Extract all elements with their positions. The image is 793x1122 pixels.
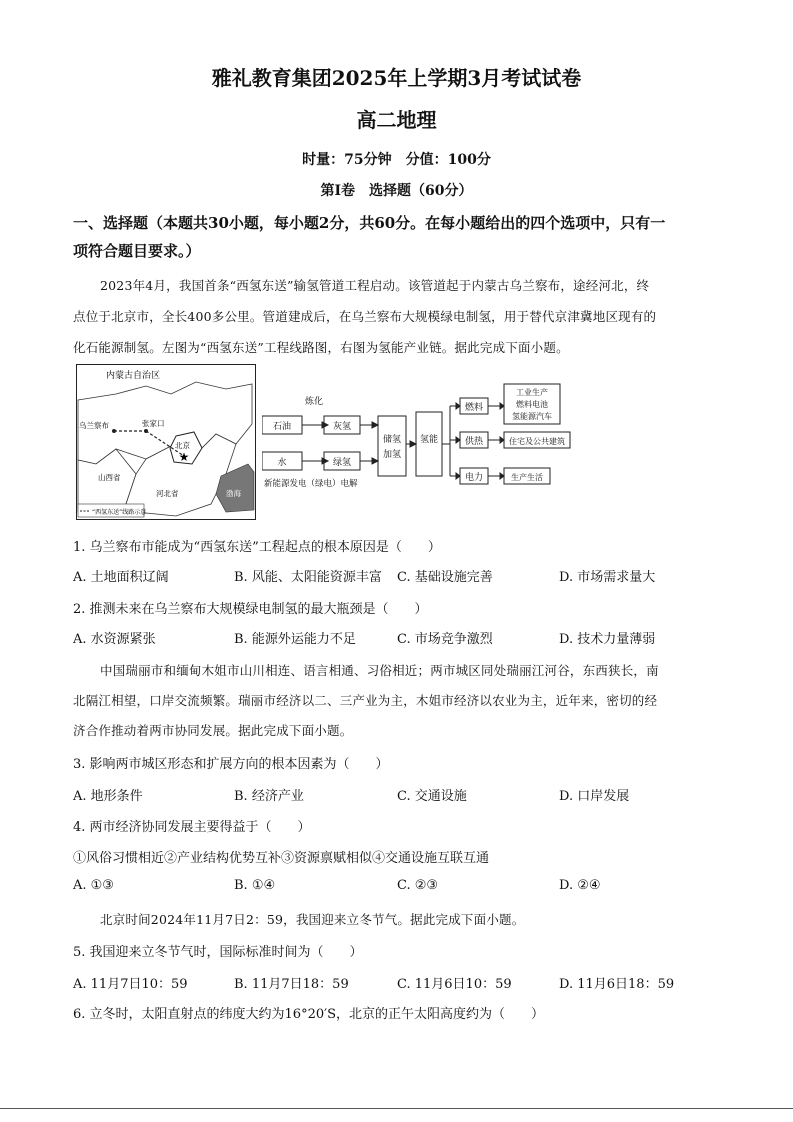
q1-option-c: C. 基础设施完善 <box>397 570 493 585</box>
q3-option-b: B. 经济产业 <box>234 789 304 804</box>
q1-stem: 1. 乌兰察布市能成为“西氢东送”工程起点的根本原因是（ ） <box>73 540 441 555</box>
map-shanxi-label: 山西省 <box>98 473 121 482</box>
q5-option-a: A. 11月7日10：59 <box>73 977 188 992</box>
q4-option-b: B. ①④ <box>234 878 276 893</box>
q4-option-d: D. ②④ <box>559 878 601 893</box>
q1-option-b: B. 风能、太阳能资源丰富 <box>234 570 382 585</box>
q3-option-a: A. 地形条件 <box>73 789 143 804</box>
pipeline-map <box>76 364 256 520</box>
passage2-line2: 北隔江相望，口岸交流频繁。瑞丽市经济以二、三产业为主，木姐市经济以农业为主，近年来，密切的经 <box>73 693 658 708</box>
q1-option-a: A. 土地面积辽阔 <box>73 570 169 585</box>
flow-use-industry: 工业生产 <box>516 388 548 397</box>
q3-option-c: C. 交通设施 <box>397 789 467 804</box>
hydrogen-chain-diagram <box>262 382 582 492</box>
part-title: 第Ⅰ卷 选择题（60分） <box>320 183 473 199</box>
q4-option-c: C. ②③ <box>397 878 439 893</box>
map-beijing-label: 北京 <box>175 441 190 450</box>
q2-option-a: A. 水资源紧张 <box>73 632 156 647</box>
map-legend-label: “西氢东送”线路示意 <box>92 509 147 516</box>
map-zhangjiakou-label: 张家口 <box>142 419 165 428</box>
zhangjiakou-point <box>144 429 148 433</box>
flow-use-vehicle: 氢能源汽车 <box>512 412 552 421</box>
passage2-line1: 中国瑞丽市和缅甸木姐市山川相连、语言相通、习俗相近；两市城区同处瑞丽江河谷，东西狭长，南 <box>100 663 659 678</box>
flow-green-hydrogen: 绿氢 <box>332 458 352 468</box>
q4-option-a: A. ①③ <box>73 878 114 893</box>
q1-option-d: D. 市场需求量大 <box>559 570 656 585</box>
q2-option-b: B. 能源外运能力不足 <box>234 632 356 647</box>
passage1-line1: 2023年4月，我国首条“西氢东送”输氢管道工程启动。该管道起于内蒙古乌兰察布，途经河北，终 <box>100 278 650 293</box>
map-bohai-label: 渤海 <box>226 489 241 498</box>
exam-meta: 时量：75分钟 分值：100分 <box>302 152 491 168</box>
exam-title: 雅礼教育集团2025年上学期3月考试试卷 <box>211 66 582 90</box>
flow-water: 水 <box>277 458 287 468</box>
map-region-label: 内蒙古自治区 <box>106 371 161 381</box>
q5-option-d: D. 11月6日18：59 <box>559 977 675 992</box>
flow-use-life: 生产生活 <box>511 473 543 482</box>
q5-stem: 5. 我国迎来立冬节气时，国际标准时间为（ ） <box>73 945 363 960</box>
flow-electrolysis: 新能源发电（绿电）电解 <box>264 479 358 489</box>
q2-stem: 2. 推测未来在乌兰察布大规模绿电制氢的最大瓶颈是（ ） <box>73 602 428 617</box>
flow-heat: 供热 <box>464 437 484 447</box>
flow-fuel: 燃料 <box>464 403 484 413</box>
q6-stem: 6. 立冬时，太阳直射点的纬度大约为16°20′S，北京的正午太阳高度约为（ ） <box>73 1007 544 1022</box>
flow-use-fuelcell: 燃料电池 <box>516 400 548 409</box>
passage1-line2: 点位于北京市，全长400多公里。管道建成后，在乌兰察布大规模绿电制氢，用于替代京津冀地区现有的 <box>73 309 657 324</box>
wulanchabu-point <box>112 429 116 433</box>
flow-gray-hydrogen: 灰氢 <box>332 422 352 432</box>
map-hebei-label: 河北省 <box>156 489 179 498</box>
q5-option-c: C. 11月6日10：59 <box>397 977 512 992</box>
q3-option-d: D. 口岸发展 <box>559 789 630 804</box>
q4-stem: 4. 两市经济协同发展主要得益于（ ） <box>73 820 311 835</box>
flow-power: 电力 <box>464 473 484 483</box>
q4-items: ①风俗习惯相近②产业结构优势互补③资源禀赋相似④交通设施互联互通 <box>73 851 490 866</box>
passage2-line3: 济合作推动着两市协同发展。据此完成下面小题。 <box>73 723 353 738</box>
flow-add-hydrogen: 加氢 <box>382 450 402 460</box>
flow-storage: 储氢 <box>382 435 402 445</box>
passage1-line3: 化石能源制氢。左图为“西氢东送”工程线路图，右图为氢能产业链。据此完成下面小题。 <box>73 340 569 355</box>
flow-hydrogen-energy: 氢能 <box>419 435 439 445</box>
subject-title: 高二地理 <box>356 108 437 132</box>
map-wulanchabu-label: 乌兰察布 <box>79 421 109 430</box>
page-bottom-rule <box>0 1108 793 1109</box>
beijing-star-icon: ★ <box>178 450 190 464</box>
section-heading-line2: 项符合题目要求。） <box>73 242 201 260</box>
q3-stem: 3. 影响两市城区形态和扩展方向的根本因素为（ ） <box>73 757 389 772</box>
flow-use-buildings: 住宅及公共建筑 <box>509 437 565 446</box>
flow-coal: 石油 <box>272 422 292 432</box>
passage3: 北京时间2024年11月7日2：59，我国迎来立冬节气。据此完成下面小题。 <box>100 912 525 927</box>
q5-option-b: B. 11月7日18：59 <box>234 977 349 992</box>
q2-option-c: C. 市场竞争激烈 <box>397 632 493 647</box>
section-heading-line1: 一、选择题（本题共30小题，每小题2分，共60分。在每小题给出的四个选项中，只有一 <box>73 214 666 232</box>
q2-option-d: D. 技术力量薄弱 <box>559 632 656 647</box>
flow-refine: 炼化 <box>304 397 324 407</box>
